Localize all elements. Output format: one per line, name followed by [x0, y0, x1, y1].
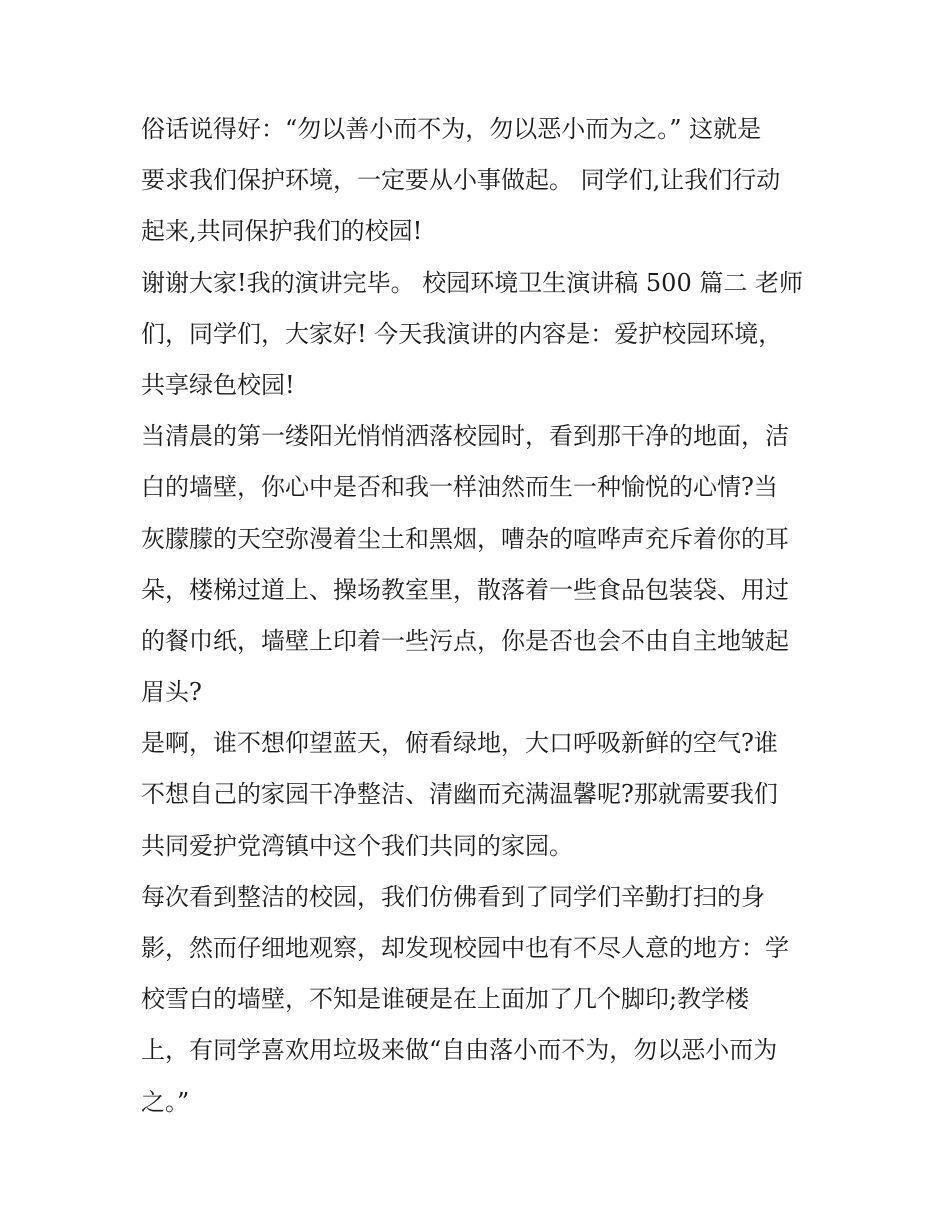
document-body — [141, 104, 821, 1128]
text-line: 谢谢大家!我的演讲完毕。 校园环境卫生演讲稿 500 篇二 老师 — [141, 268, 803, 297]
paragraph — [141, 872, 821, 1128]
text-line: 灰朦朦的天空弥漫着尘土和黑烟，嘈杂的喧哗声充斥着你的耳 — [141, 524, 789, 553]
text-line: 之。” — [141, 1087, 190, 1116]
text-line: 俗话说得好：“勿以善小而不为，勿以恶小而为之。” 这就是 — [141, 115, 762, 143]
text-line: 当清晨的第一缕阳光悄悄洒落校园时，看到那干净的地面，洁 — [141, 422, 789, 451]
text-line: 是啊，谁不想仰望蓝天，俯看绿地，大口呼吸新鲜的空气?谁 — [141, 729, 778, 758]
text-line: 上，有同学喜欢用垃圾来做“自由落小而不为，勿以恶小而为 — [141, 1036, 778, 1065]
text-line: 白的墙壁，你心中是否和我一样油然而生一种愉悦的心情?当 — [141, 473, 778, 502]
text-line: 影，然而仔细地观察，却发现校园中也有不尽人意的地方：学 — [141, 934, 789, 962]
paragraph — [141, 718, 821, 872]
paragraph — [141, 411, 821, 718]
text-line: 共同爱护党湾镇中这个我们共同的家园。 — [141, 831, 573, 860]
text-line: 共享绿色校园! — [141, 370, 295, 399]
text-line: 校雪白的墙壁，不知是谁硬是在上面加了几个脚印;教学楼 — [141, 985, 750, 1014]
paragraph — [141, 258, 821, 412]
text-line: 朵，楼梯过道上、操场教室里，散落着一些食品包装袋、用过 — [141, 575, 789, 604]
text-line: 眉头? — [141, 678, 202, 707]
paragraph — [141, 104, 821, 258]
text-line: 们，同学们，大家好! 今天我演讲的内容是：爱护校园环境， — [141, 319, 783, 348]
text-line: 起来,共同保护我们的校园! — [141, 217, 423, 246]
text-line: 每次看到整洁的校园，我们仿佛看到了同学们辛勤打扫的身 — [141, 882, 765, 911]
text-line: 要求我们保护环境，一定要从小事做起。 同学们,让我们行动 — [141, 166, 781, 195]
text-line: 的餐巾纸，墙壁上印着一些污点，你是否也会不由自主地皱起 — [141, 626, 789, 655]
text-line: 不想自己的家园干净整洁、清幽而充满温馨呢?那就需要我们 — [141, 780, 778, 809]
